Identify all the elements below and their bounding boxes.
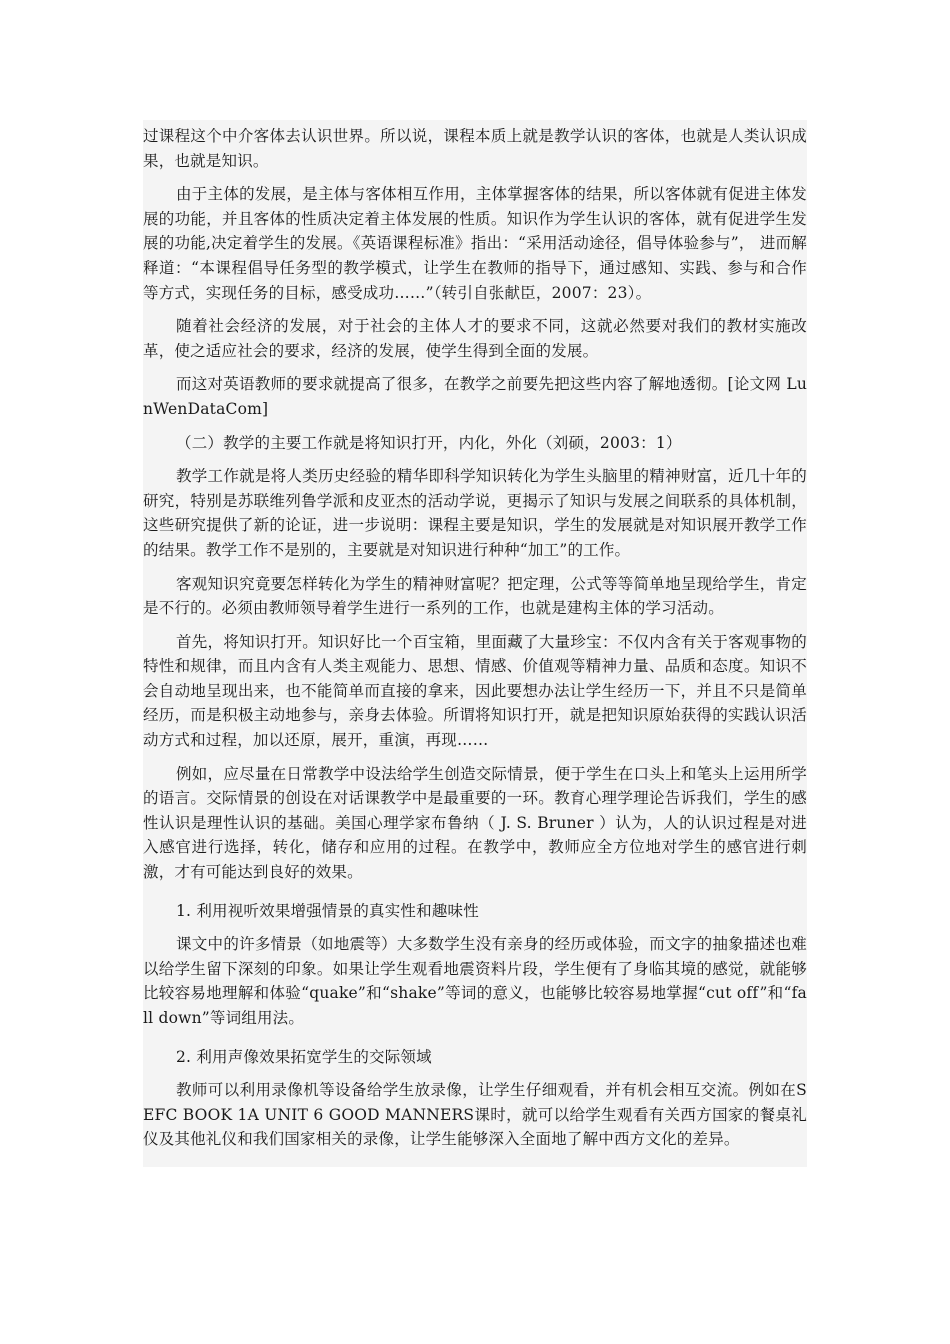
paragraph: 教师可以利用录像机等设备给学生放录像，让学生仔细观看，并有机会相互交流。例如在SEFC BOOK 1A UNIT 6 GOOD MANNERS课时，就可以给学生观看有关西方国家的餐桌礼仪及其他礼仪和我们国家相关的录像，让学生能够深入全面地了解中西方文化的差异。 bbox=[143, 1081, 807, 1149]
paragraph: 例如，应尽量在日常教学中设法给学生创造交际情景，便于学生在口头上和笔头上运用所学的语言。交际情景的创设在对话课教学中是最重要的一环。教育心理学理论告诉我们，学生的感性认识是理性认识的基础。美国心理学家布鲁纳（ J. S. Bruner ）认为，人的认识过程是对进入感官进行选择，转化，储存和应用的过程。在教学中，教师应全方位地对学生的感官进行刺激，才有可能达到良好的效果。 bbox=[143, 764, 807, 882]
paragraph: 首先，将知识打开。知识好比一个百宝箱，里面藏了大量珍宝：不仅内含有关于客观事物的特性和规律，而且内含有人类主观能力、思想、情感、价值观等精神力量、品质和态度。知识不会自动地呈现出来，也不能简单而直接的拿来，因此要想办法让学生经历一下，并且不只是简单经历，而是积极主动地参与，亲身去体验。所谓将知识打开，就是把知识原始获得的实践认识活动方式和过程，加以还原，展开，重演，再现…… bbox=[143, 632, 807, 750]
paragraph: 课文中的许多情景（如地震等）大多数学生没有亲身的经历或体验，而文字的抽象描述也难以给学生留下深刻的印象。如果让学生观看地震资料片段，学生便有了身临其境的感觉，就能够比较容易地理解和体验“quake”和“shake”等词的意义，也能够比较容易地掌握“cut off”和“fall down”等词组用法。 bbox=[143, 935, 807, 1027]
subheading-1: 1. 利用视听效果增强情景的真实性和趣味性 bbox=[176, 901, 479, 920]
article-body bbox=[143, 120, 807, 1167]
paragraph: 过课程这个中介客体去认识世界。所以说，课程本质上就是教学认识的客体，也就是人类认识成果，也就是知识。 bbox=[143, 127, 807, 170]
paragraph: 随着社会经济的发展，对于社会的主体人才的要求不同，这就必然要对我们的教材实施改革，使之适应社会的要求，经济的发展，使学生得到全面的发展。 bbox=[143, 317, 807, 360]
paragraph: 教学工作就是将人类历史经验的精华即科学知识转化为学生头脑里的精神财富，近几十年的研究，特别是苏联维列鲁学派和皮亚杰的活动学说，更揭示了知识与发展之间联系的具体机制，这些研究提供了新的论证，进一步说明：课程主要是知识，学生的发展就是对知识展开教学工作的结果。教学工作不是别的，主要就是对知识进行种种“加工”的工作。 bbox=[143, 467, 807, 559]
paragraph: 客观知识究竟要怎样转化为学生的精神财富呢？把定理，公式等等简单地呈现给学生，肯定是不行的。必须由教师领导着学生进行一系列的工作，也就是建构主体的学习活动。 bbox=[143, 574, 807, 618]
paragraph-with-source: 而这对英语教师的要求就提高了很多，在教学之前要先把这些内容了解地透彻。[论文网 LunWenDataCom] bbox=[143, 375, 807, 418]
section-heading: （二）教学的主要工作就是将知识打开，内化，外化（刘硕，2003：1） bbox=[176, 433, 682, 452]
subheading-2: 2. 利用声像效果拓宽学生的交际领域 bbox=[176, 1047, 432, 1066]
paragraph: 由于主体的发展，是主体与客体相互作用，主体掌握客体的结果，所以客体就有促进主体发展的功能，并且客体的性质决定着主体发展的性质。知识作为学生认识的客体，就有促进学生发展的功能,决定着学生的发展。《英语课程标准》指出：“采用活动途径，倡导体验参与”， 进而解释道：“本课程倡导任务型的教学模式，让学生在教师的指导下，通过感知、实践、参与和合作等方式，实现任务的目标，感受成功……”（转引自张献臣，2007：23）。 bbox=[143, 185, 807, 302]
